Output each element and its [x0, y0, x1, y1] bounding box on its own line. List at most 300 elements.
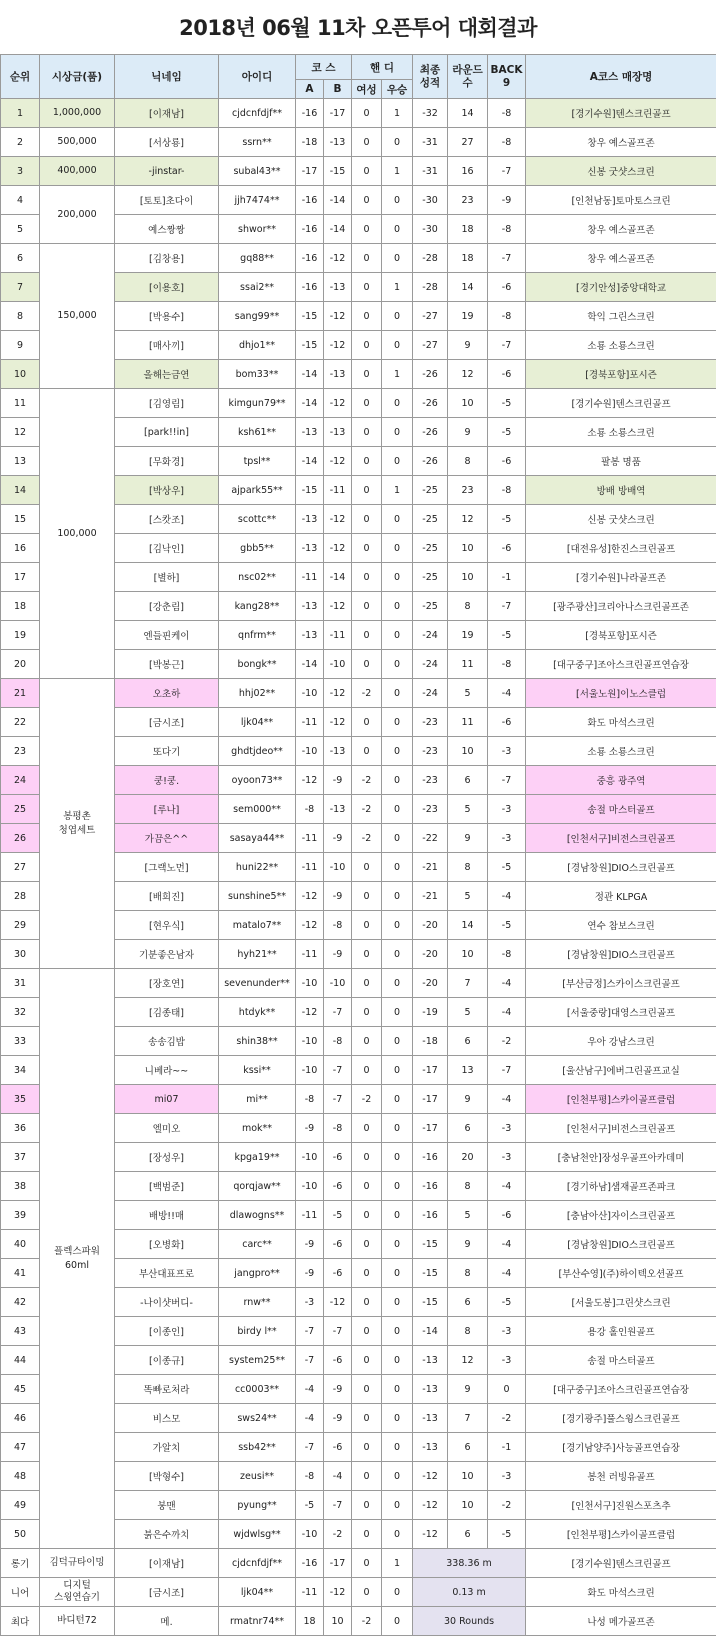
store-cell: 신봉 굿샷스크린	[526, 505, 716, 534]
course-a-cell: -12	[296, 882, 324, 911]
winner-handicap-cell: 0	[382, 389, 413, 418]
store-cell: [인천서구]비전스크린골프	[526, 824, 716, 853]
special-award-row	[1, 1549, 716, 1578]
back9-cell: -2	[488, 1491, 526, 1520]
course-b-cell: -13	[324, 273, 352, 302]
course-a-cell: -10	[296, 1520, 324, 1549]
back9-cell: -5	[488, 911, 526, 940]
table-row	[1, 99, 716, 128]
nickname-cell: [김창용]	[115, 244, 219, 273]
final-score-cell: -26	[413, 418, 448, 447]
winner-handicap-cell: 0	[382, 1607, 413, 1636]
id-cell: nsc02**	[219, 563, 296, 592]
table-row	[1, 969, 716, 998]
final-score-cell: -24	[413, 621, 448, 650]
course-b-cell: -6	[324, 1346, 352, 1375]
final-score-cell: -20	[413, 969, 448, 998]
course-a-cell: -16	[296, 273, 324, 302]
course-a-cell: -11	[296, 563, 324, 592]
female-handicap-cell: 0	[352, 1056, 382, 1085]
back9-cell: -6	[488, 534, 526, 563]
id-cell: shwor**	[219, 215, 296, 244]
id-cell: ljk04**	[219, 1578, 296, 1607]
back9-cell: -4	[488, 1085, 526, 1114]
rounds-cell: 20	[448, 1143, 488, 1172]
header-id: 아이디	[219, 55, 296, 99]
id-cell: wjdwlsg**	[219, 1520, 296, 1549]
female-handicap-cell: 0	[352, 1230, 382, 1259]
rank-cell: 48	[1, 1462, 40, 1491]
course-b-cell: -7	[324, 1085, 352, 1114]
female-handicap-cell: 0	[352, 969, 382, 998]
store-cell: [경기안성]중앙대학교	[526, 273, 716, 302]
back9-cell: -4	[488, 969, 526, 998]
course-b-cell: -13	[324, 418, 352, 447]
award-label-cell: 최다	[1, 1607, 40, 1636]
back9-cell: -8	[488, 99, 526, 128]
rounds-cell: 23	[448, 186, 488, 215]
nickname-cell: [김낙인]	[115, 534, 219, 563]
female-handicap-cell: 0	[352, 331, 382, 360]
id-cell: rnw**	[219, 1288, 296, 1317]
course-b-cell: -11	[324, 476, 352, 505]
nickname-cell: [장호연]	[115, 969, 219, 998]
rounds-cell: 9	[448, 1230, 488, 1259]
nickname-cell: [백범준]	[115, 1172, 219, 1201]
award-value-cell: 0.13 m	[413, 1578, 526, 1607]
prize-cell: 150,000	[40, 244, 115, 389]
store-cell: [경기광주]풀스윙스크린골프	[526, 1404, 716, 1433]
award-label-cell: 롱기	[1, 1549, 40, 1578]
rank-cell: 49	[1, 1491, 40, 1520]
store-cell: [부산금정]스카이스크린골프	[526, 969, 716, 998]
store-cell: [경기수원]텐스크린골프	[526, 389, 716, 418]
course-a-cell: -14	[296, 360, 324, 389]
prize-cell: 200,000	[40, 186, 115, 244]
store-cell: 송절 마스터골프	[526, 1346, 716, 1375]
final-score-cell: -31	[413, 157, 448, 186]
id-cell: subal43**	[219, 157, 296, 186]
course-a-cell: -8	[296, 1462, 324, 1491]
female-handicap-cell: -2	[352, 766, 382, 795]
rounds-cell: 14	[448, 911, 488, 940]
winner-handicap-cell: 0	[382, 331, 413, 360]
course-a-cell: -14	[296, 389, 324, 418]
id-cell: pyung**	[219, 1491, 296, 1520]
id-cell: carc**	[219, 1230, 296, 1259]
winner-handicap-cell: 0	[382, 679, 413, 708]
rank-cell: 46	[1, 1404, 40, 1433]
course-a-cell: -15	[296, 302, 324, 331]
female-handicap-cell: 0	[352, 302, 382, 331]
store-cell: [경기수원]텐스크린골프	[526, 99, 716, 128]
final-score-cell: -13	[413, 1346, 448, 1375]
winner-handicap-cell: 0	[382, 186, 413, 215]
course-b-cell: -12	[324, 534, 352, 563]
female-handicap-cell: 0	[352, 853, 382, 882]
store-cell: [인천서구]비전스크린골프	[526, 1114, 716, 1143]
id-cell: ksh61**	[219, 418, 296, 447]
id-cell: hyh21**	[219, 940, 296, 969]
nickname-cell: [현우식]	[115, 911, 219, 940]
final-score-cell: -17	[413, 1056, 448, 1085]
rounds-cell: 11	[448, 650, 488, 679]
nickname-cell: [이종규]	[115, 1346, 219, 1375]
winner-handicap-cell: 0	[382, 1578, 413, 1607]
winner-handicap-cell: 1	[382, 99, 413, 128]
back9-cell: 0	[488, 1375, 526, 1404]
rank-cell: 30	[1, 940, 40, 969]
final-score-cell: -21	[413, 882, 448, 911]
rank-cell: 5	[1, 215, 40, 244]
rank-cell: 15	[1, 505, 40, 534]
id-cell: qorqjaw**	[219, 1172, 296, 1201]
course-b-cell: -14	[324, 563, 352, 592]
final-score-cell: -13	[413, 1375, 448, 1404]
winner-handicap-cell: 0	[382, 1172, 413, 1201]
course-a-cell: -17	[296, 157, 324, 186]
id-cell: matalo7**	[219, 911, 296, 940]
rank-cell: 42	[1, 1288, 40, 1317]
id-cell: birdy l**	[219, 1317, 296, 1346]
back9-cell: -4	[488, 1259, 526, 1288]
female-handicap-cell: 0	[352, 998, 382, 1027]
header-course-a: A	[296, 80, 324, 99]
course-a-cell: 18	[296, 1607, 324, 1636]
back9-cell: -3	[488, 795, 526, 824]
rank-cell: 18	[1, 592, 40, 621]
back9-cell: -1	[488, 1433, 526, 1462]
id-cell: shin38**	[219, 1027, 296, 1056]
back9-cell: -5	[488, 1520, 526, 1549]
nickname-cell: [토토]초다이	[115, 186, 219, 215]
final-score-cell: -17	[413, 1085, 448, 1114]
store-cell: [경남창원]DIO스크린골프	[526, 940, 716, 969]
female-handicap-cell: 0	[352, 737, 382, 766]
nickname-cell: [그랙노먼]	[115, 853, 219, 882]
course-a-cell: -3	[296, 1288, 324, 1317]
winner-handicap-cell: 0	[382, 447, 413, 476]
rounds-cell: 6	[448, 1114, 488, 1143]
store-cell: [서울도봉]그린샷스크린	[526, 1288, 716, 1317]
back9-cell: -7	[488, 1056, 526, 1085]
id-cell: kpga19**	[219, 1143, 296, 1172]
store-cell: 중흥 광주역	[526, 766, 716, 795]
female-handicap-cell: 0	[352, 1520, 382, 1549]
header-prize: 시상금(품)	[40, 55, 115, 99]
rounds-cell: 12	[448, 1346, 488, 1375]
final-score-cell: -25	[413, 592, 448, 621]
prize-cell: 400,000	[40, 157, 115, 186]
nickname-cell: [이재남]	[115, 99, 219, 128]
course-a-cell: -4	[296, 1404, 324, 1433]
rank-cell: 43	[1, 1317, 40, 1346]
course-a-cell: -9	[296, 1259, 324, 1288]
winner-handicap-cell: 1	[382, 157, 413, 186]
store-cell: [서울중랑]대영스크린골프	[526, 998, 716, 1027]
course-b-cell: -12	[324, 592, 352, 621]
final-score-cell: -18	[413, 1027, 448, 1056]
rank-cell: 32	[1, 998, 40, 1027]
header-winner: 우승	[382, 80, 413, 99]
back9-cell: -7	[488, 766, 526, 795]
female-handicap-cell: 0	[352, 157, 382, 186]
female-handicap-cell: 0	[352, 99, 382, 128]
nickname-cell: 붉은수까치	[115, 1520, 219, 1549]
course-a-cell: -16	[296, 99, 324, 128]
id-cell: ssb42**	[219, 1433, 296, 1462]
back9-cell: -3	[488, 1346, 526, 1375]
rounds-cell: 13	[448, 1056, 488, 1085]
store-cell: [경기수원]텐스크린골프	[526, 1549, 716, 1578]
winner-handicap-cell: 0	[382, 882, 413, 911]
female-handicap-cell: 0	[352, 563, 382, 592]
course-b-cell: -13	[324, 360, 352, 389]
final-score-cell: -16	[413, 1201, 448, 1230]
winner-handicap-cell: 0	[382, 1085, 413, 1114]
rounds-cell: 9	[448, 1375, 488, 1404]
back9-cell: -3	[488, 1462, 526, 1491]
female-handicap-cell: -2	[352, 679, 382, 708]
store-cell: 정관 KLPGA	[526, 882, 716, 911]
final-score-cell: -22	[413, 824, 448, 853]
store-cell: [경기수원]나라골프존	[526, 563, 716, 592]
final-score-cell: -15	[413, 1288, 448, 1317]
course-b-cell: -10	[324, 650, 352, 679]
back9-cell: -1	[488, 563, 526, 592]
id-cell: sang99**	[219, 302, 296, 331]
winner-handicap-cell: 0	[382, 505, 413, 534]
back9-cell: -7	[488, 244, 526, 273]
final-score-cell: -24	[413, 679, 448, 708]
rank-cell: 37	[1, 1143, 40, 1172]
id-cell: qnfrm**	[219, 621, 296, 650]
header-female: 여성	[352, 80, 382, 99]
rank-cell: 36	[1, 1114, 40, 1143]
page-title: 2018년 06월 11차 오픈투어 대회결과	[179, 16, 537, 40]
store-cell: [경남창원]DIO스크린골프	[526, 853, 716, 882]
nickname-cell: 메.	[115, 1607, 219, 1636]
female-handicap-cell: 0	[352, 244, 382, 273]
course-b-cell: -8	[324, 911, 352, 940]
nickname-cell: [박봉근]	[115, 650, 219, 679]
rank-cell: 13	[1, 447, 40, 476]
final-score-cell: -13	[413, 1404, 448, 1433]
back9-cell: -6	[488, 360, 526, 389]
store-cell: 소룡 소룡스크린	[526, 737, 716, 766]
nickname-cell: 배방!!매	[115, 1201, 219, 1230]
id-cell: htdyk**	[219, 998, 296, 1027]
winner-handicap-cell: 0	[382, 911, 413, 940]
course-a-cell: -15	[296, 331, 324, 360]
nickname-cell: 엘미오	[115, 1114, 219, 1143]
id-cell: system25**	[219, 1346, 296, 1375]
id-cell: mi**	[219, 1085, 296, 1114]
rounds-cell: 16	[448, 157, 488, 186]
rounds-cell: 6	[448, 1433, 488, 1462]
id-cell: ssai2**	[219, 273, 296, 302]
store-cell: 창우 예스골프존	[526, 215, 716, 244]
nickname-cell: [김종태]	[115, 998, 219, 1027]
prize-cell: 봉평촌 청엽세트	[40, 679, 115, 969]
rounds-cell: 8	[448, 853, 488, 882]
winner-handicap-cell: 0	[382, 621, 413, 650]
female-handicap-cell: 0	[352, 592, 382, 621]
rounds-cell: 7	[448, 969, 488, 998]
course-b-cell: -9	[324, 882, 352, 911]
table-row	[1, 389, 716, 418]
rank-cell: 31	[1, 969, 40, 998]
rank-cell: 28	[1, 882, 40, 911]
rank-cell: 50	[1, 1520, 40, 1549]
store-cell: 방배 방배역	[526, 476, 716, 505]
rank-cell: 29	[1, 911, 40, 940]
results-table	[0, 54, 716, 1636]
final-score-cell: -13	[413, 1433, 448, 1462]
female-handicap-cell: 0	[352, 534, 382, 563]
rank-cell: 19	[1, 621, 40, 650]
nickname-cell: 또다기	[115, 737, 219, 766]
id-cell: tpsl**	[219, 447, 296, 476]
nickname-cell: 똑빠로처라	[115, 1375, 219, 1404]
female-handicap-cell: 0	[352, 1462, 382, 1491]
course-b-cell: -7	[324, 998, 352, 1027]
rounds-cell: 5	[448, 882, 488, 911]
female-handicap-cell: 0	[352, 882, 382, 911]
winner-handicap-cell: 0	[382, 244, 413, 273]
rounds-cell: 10	[448, 737, 488, 766]
rounds-cell: 6	[448, 766, 488, 795]
final-score-cell: -27	[413, 331, 448, 360]
rounds-cell: 8	[448, 1317, 488, 1346]
store-cell: 송절 마스터골프	[526, 795, 716, 824]
course-b-cell: -12	[324, 302, 352, 331]
table-row	[1, 679, 716, 708]
nickname-cell: 가끔은^^	[115, 824, 219, 853]
female-handicap-cell: 0	[352, 1201, 382, 1230]
final-score-cell: -23	[413, 708, 448, 737]
female-handicap-cell: 0	[352, 1027, 382, 1056]
rank-cell: 45	[1, 1375, 40, 1404]
rounds-cell: 14	[448, 273, 488, 302]
store-cell: 나성 메가골프존	[526, 1607, 716, 1636]
female-handicap-cell: 0	[352, 447, 382, 476]
female-handicap-cell: 0	[352, 911, 382, 940]
nickname-cell: 비스모	[115, 1404, 219, 1433]
rank-cell: 12	[1, 418, 40, 447]
winner-handicap-cell: 0	[382, 1404, 413, 1433]
rank-cell: 14	[1, 476, 40, 505]
female-handicap-cell: 0	[352, 1375, 382, 1404]
course-a-cell: -7	[296, 1317, 324, 1346]
award-label-cell: 니어	[1, 1578, 40, 1607]
winner-handicap-cell: 0	[382, 708, 413, 737]
course-a-cell: -11	[296, 853, 324, 882]
female-handicap-cell: 0	[352, 1549, 382, 1578]
course-a-cell: -9	[296, 1114, 324, 1143]
rank-cell: 47	[1, 1433, 40, 1462]
course-b-cell: -14	[324, 215, 352, 244]
final-score-cell: -28	[413, 273, 448, 302]
course-a-cell: -10	[296, 737, 324, 766]
course-b-cell: -9	[324, 766, 352, 795]
course-b-cell: -10	[324, 969, 352, 998]
course-b-cell: -12	[324, 447, 352, 476]
final-score-cell: -27	[413, 302, 448, 331]
rounds-cell: 23	[448, 476, 488, 505]
course-a-cell: -14	[296, 447, 324, 476]
female-handicap-cell: 0	[352, 505, 382, 534]
course-a-cell: -11	[296, 1578, 324, 1607]
rank-cell: 35	[1, 1085, 40, 1114]
store-cell: 소룡 소룡스크린	[526, 331, 716, 360]
rank-cell: 24	[1, 766, 40, 795]
store-cell: 우아 강남스크린	[526, 1027, 716, 1056]
nickname-cell: 기분좋은남자	[115, 940, 219, 969]
winner-handicap-cell: 1	[382, 360, 413, 389]
winner-handicap-cell: 0	[382, 853, 413, 882]
course-b-cell: -12	[324, 1288, 352, 1317]
final-score-cell: -32	[413, 99, 448, 128]
female-handicap-cell: 0	[352, 1317, 382, 1346]
back9-cell: -4	[488, 1172, 526, 1201]
course-a-cell: -13	[296, 534, 324, 563]
nickname-cell: 가알치	[115, 1433, 219, 1462]
back9-cell: -8	[488, 215, 526, 244]
header-final: 최종 성적	[413, 55, 448, 99]
rounds-cell: 10	[448, 1491, 488, 1520]
award-value-cell: 30 Rounds	[413, 1607, 526, 1636]
course-b-cell: -12	[324, 1578, 352, 1607]
course-a-cell: -11	[296, 708, 324, 737]
final-score-cell: -16	[413, 1172, 448, 1201]
back9-cell: -6	[488, 273, 526, 302]
course-b-cell: -13	[324, 128, 352, 157]
id-cell: bom33**	[219, 360, 296, 389]
female-handicap-cell: 0	[352, 621, 382, 650]
back9-cell: -7	[488, 331, 526, 360]
rank-cell: 7	[1, 273, 40, 302]
course-b-cell: -11	[324, 621, 352, 650]
award-value-cell: 338.36 m	[413, 1549, 526, 1578]
winner-handicap-cell: 0	[382, 737, 413, 766]
winner-handicap-cell: 0	[382, 766, 413, 795]
winner-handicap-cell: 1	[382, 1549, 413, 1578]
rounds-cell: 5	[448, 1201, 488, 1230]
female-handicap-cell: 0	[352, 273, 382, 302]
female-handicap-cell: 0	[352, 1143, 382, 1172]
course-b-cell: -12	[324, 708, 352, 737]
course-a-cell: -8	[296, 1085, 324, 1114]
course-b-cell: -17	[324, 1549, 352, 1578]
rank-cell: 26	[1, 824, 40, 853]
final-score-cell: -12	[413, 1491, 448, 1520]
female-handicap-cell: -2	[352, 1085, 382, 1114]
rounds-cell: 10	[448, 563, 488, 592]
rounds-cell: 19	[448, 302, 488, 331]
rounds-cell: 9	[448, 1085, 488, 1114]
id-cell: dlawogns**	[219, 1201, 296, 1230]
rank-cell: 1	[1, 99, 40, 128]
table-row	[1, 157, 716, 186]
course-a-cell: -11	[296, 824, 324, 853]
course-a-cell: -13	[296, 418, 324, 447]
course-b-cell: -13	[324, 795, 352, 824]
course-a-cell: -4	[296, 1375, 324, 1404]
rounds-cell: 8	[448, 592, 488, 621]
rounds-cell: 18	[448, 215, 488, 244]
final-score-cell: -28	[413, 244, 448, 273]
